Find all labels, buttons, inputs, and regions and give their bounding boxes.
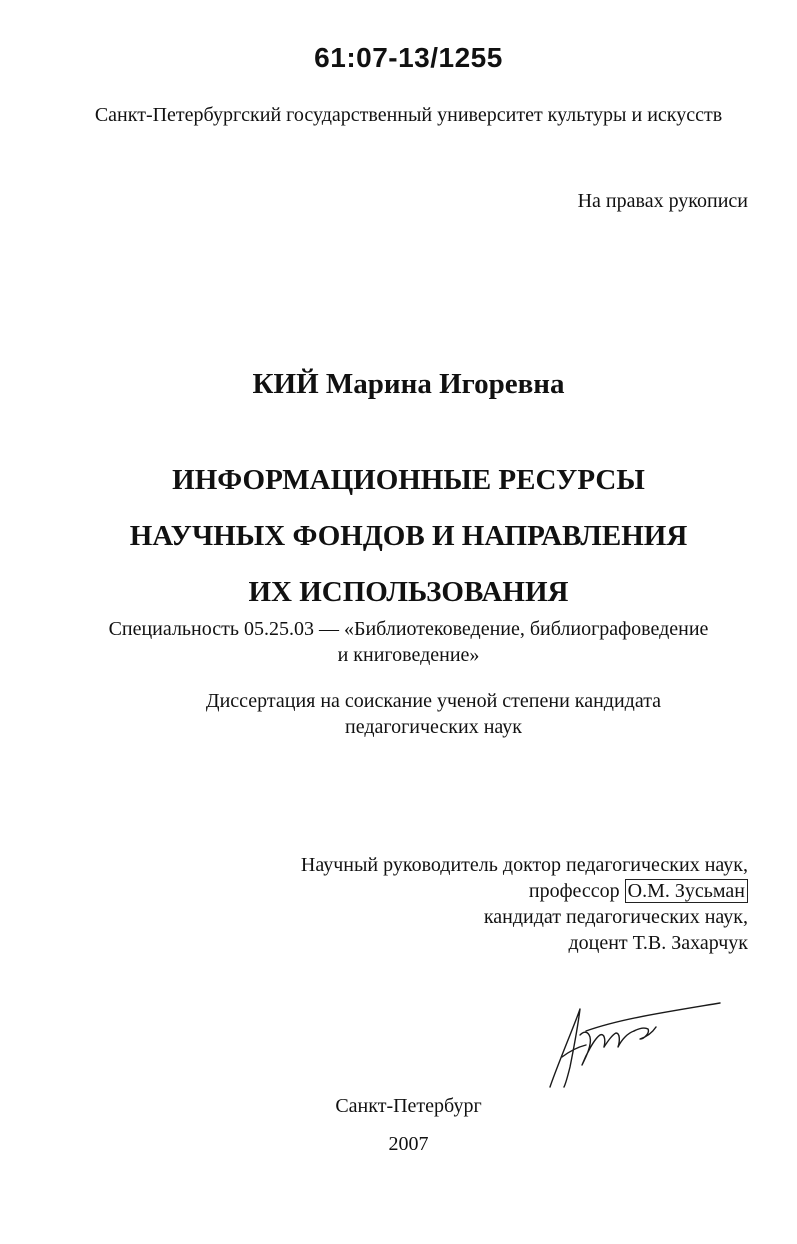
- degree-line: Диссертация на соискание ученой степени кандидата: [205, 690, 662, 712]
- degree-statement: [0, 688, 797, 740]
- title-line: ИНФОРМАЦИОННЫЕ РЕСУРСЫ: [172, 464, 645, 496]
- city: Санкт-Петербург: [335, 1095, 482, 1117]
- university-name: Санкт-Петербургский государственный университет культуры и искусств: [94, 104, 723, 126]
- degree-line: педагогических наук: [345, 716, 522, 738]
- author-name: КИЙ Марина Игоревна: [252, 368, 565, 400]
- supervisor-name-boxed: О.М. Зусьман: [625, 879, 748, 903]
- specialty-line: Специальность 05.25.03 — «Библиотековедение, библиографоведение: [108, 618, 709, 640]
- dissertation-title: [0, 452, 797, 620]
- supervisor-line: доцент Т.В. Захарчук: [568, 932, 748, 954]
- library-stamp-code: 61:07-13/1255: [314, 42, 503, 73]
- handwritten-signature: [540, 995, 730, 1095]
- supervisor-line: кандидат педагогических наук,: [483, 906, 748, 928]
- title-line: ИХ ИСПОЛЬЗОВАНИЯ: [248, 576, 569, 608]
- specialty-line: и книговедение»: [337, 644, 480, 666]
- manuscript-rights-note: На правах рукописи: [577, 190, 748, 212]
- supervisor-line: Научный руководитель доктор педагогических наук,: [300, 854, 748, 876]
- title-line: НАУЧНЫХ ФОНДОВ И НАПРАВЛЕНИЯ: [129, 520, 688, 552]
- supervisors-block: [301, 852, 748, 956]
- year: 2007: [388, 1133, 429, 1155]
- supervisor-title: профессор: [528, 880, 620, 902]
- specialty-statement: [0, 616, 797, 668]
- supervisor-line: [301, 878, 748, 904]
